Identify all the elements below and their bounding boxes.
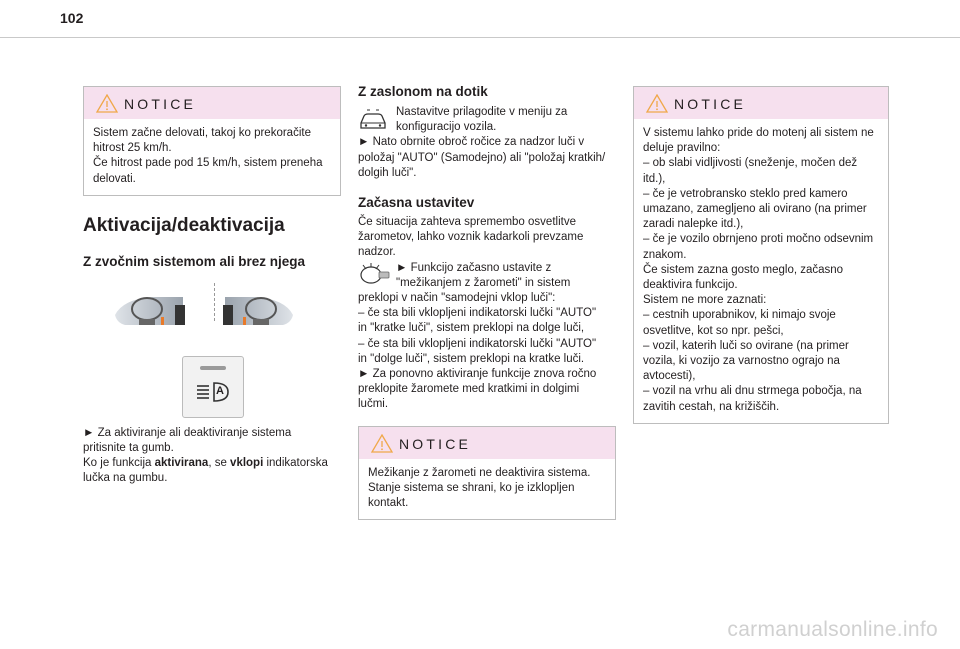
- text-run: indikatorska: [263, 457, 328, 470]
- divider-line: [214, 283, 216, 321]
- notice-header: [634, 87, 888, 119]
- notice-line: Če sistem zazna gosto meglo, začasno: [643, 263, 844, 276]
- headlamp-flash-icon: [358, 262, 390, 293]
- paragraph-line: lučka na gumbu.: [83, 472, 168, 485]
- column-left: [83, 86, 341, 487]
- notice-box-speed: [83, 86, 341, 196]
- notice-label: NOTICE: [674, 96, 747, 112]
- subsection-heading: Z zvočnim sistemom ali brez njega: [83, 253, 306, 269]
- notice-line: Mežikanje z žarometi ne deaktivira sistema.: [368, 466, 591, 479]
- paragraph-line: konfiguracijo vozila.: [396, 121, 497, 134]
- notice-line: kontakt.: [368, 497, 409, 510]
- notice-line: zavitih cestah, na križiščih.: [643, 400, 780, 413]
- paragraph-line: ► Za aktiviranje ali deaktiviranje sistema: [83, 426, 292, 439]
- notice-line: – ob slabi vidljivosti (sneženje, močen dež: [643, 157, 858, 170]
- notice-line: zaradi nalepke itd.),: [643, 218, 744, 231]
- column-middle: [358, 86, 616, 520]
- notice-line: znakom.: [643, 248, 687, 261]
- touchscreen-instruction: [358, 105, 616, 135]
- paragraph-line: Nastavitve prilagodite v meniju za: [396, 106, 568, 118]
- paragraph-line: – če sta bili vklopljeni indikatorski lučki "AUTO": [358, 337, 597, 350]
- paragraph-line: lučmi.: [358, 398, 389, 411]
- text-bold-run: vklopi: [230, 457, 264, 470]
- paragraph-line: dolgih luči".: [358, 166, 417, 179]
- notice-line: – cestnih uporabnikov, ki nimajo svoje: [643, 309, 836, 322]
- paragraph-line: nadzor.: [358, 246, 396, 259]
- paragraph-line: ► Nato obrnite obroč ročice za nadzor luči v: [358, 136, 585, 149]
- section-heading-touchscreen: Z zaslonom na dotik: [358, 84, 488, 99]
- warning-triangle-icon: [96, 94, 118, 118]
- car-settings-icon: [358, 108, 388, 137]
- notice-line: osvetlitve, kot so npr. pešci,: [643, 324, 784, 337]
- notice-label: NOTICE: [399, 435, 472, 452]
- notice-line: Sistem ne more zaznati:: [643, 294, 767, 307]
- notice-line: itd.),: [643, 172, 666, 185]
- text-run: Ko je funkcija: [83, 457, 155, 470]
- paragraph-line: "mežikanjem z žarometi" in sistem: [396, 276, 571, 289]
- illustration-group: [83, 283, 341, 423]
- notice-line: deluje pravilno:: [643, 142, 721, 155]
- paragraph-line: preklopite žaromete med kratkimi in dolgimi: [358, 383, 580, 396]
- notice-line: – če je vetrobransko steklo pred kamero: [643, 187, 848, 200]
- paragraph-line: [83, 456, 341, 471]
- notice-label: NOTICE: [124, 96, 197, 112]
- notice-line: – vozil, katerih luči so ovirane (na primer: [643, 339, 849, 352]
- auto-high-beam-icon: [195, 379, 231, 410]
- header-rule: [0, 37, 960, 38]
- section-heading: Aktivacija/deaktivacija: [83, 214, 285, 236]
- flash-instruction: [358, 261, 616, 291]
- notice-header: [84, 87, 340, 119]
- instruction-paragraph: [83, 426, 341, 487]
- notice-line: – če je vozilo obrnjeno proti močno odsevnim: [643, 233, 874, 246]
- notice-line: V sistemu lahko pride do motenj ali sistem ne: [643, 127, 874, 139]
- notice-line: avtocesti),: [643, 370, 696, 383]
- paragraph-line: in "kratke luči", sistem preklopi na dolge luči,: [358, 322, 585, 335]
- warning-triangle-icon: [371, 434, 393, 458]
- notice-line: Če hitrost pade pod 15 km/h, sistem preneha: [93, 157, 323, 170]
- auto-badge: A: [216, 384, 224, 397]
- warning-triangle-icon: [646, 94, 668, 118]
- notice-line: umazano, zamegljeno ali ovirano (na primer: [643, 203, 867, 216]
- notice-line: hitrost 25 km/h.: [93, 142, 172, 155]
- steering-wheel-left-illustration: [113, 289, 185, 336]
- column-right: [633, 86, 889, 424]
- auto-high-beam-button-illustration: [182, 356, 244, 418]
- steering-wheel-right-illustration: [223, 289, 295, 336]
- text-bold-run: aktivirana: [154, 457, 209, 470]
- paragraph-line: Če situacija zahteva spremembo osvetlitve: [358, 216, 576, 229]
- notice-line: – vozil na vrhu ali dnu strmega pobočja, na: [643, 385, 862, 398]
- paragraph-line: ► Funkcijo začasno ustavite z: [396, 261, 552, 274]
- paragraph-line: žarometov, lahko voznik kadarkoli prevzame: [358, 231, 584, 244]
- page-number: 102: [60, 10, 84, 26]
- text-run: , se: [208, 457, 231, 470]
- paragraph-line: in "dolge luči", sistem preklopi na kratke luči.: [358, 352, 585, 365]
- notice-line: vozila, ki vozijo za varnostno ograjo na: [643, 355, 840, 368]
- notice-line: delovati.: [93, 172, 136, 185]
- watermark: carmanualsonline.info: [727, 618, 938, 641]
- indicator-lamp-icon: [200, 366, 226, 370]
- notice-line: Sistem začne delovati, takoj ko prekoračite: [93, 127, 311, 139]
- paragraph-line: položaj "AUTO" (Samodejno) ali "položaj kratkih/: [358, 151, 606, 164]
- section-heading-suspension: Začasna ustavitev: [358, 195, 475, 211]
- paragraph-line: – če sta bili vklopljeni indikatorski lučki "AUTO": [358, 307, 597, 320]
- notice-box-limitations: [633, 86, 889, 424]
- paragraph-line: preklopi v način "samodejni vklop luči":: [358, 292, 556, 305]
- paragraph-line: ► Za ponovno aktiviranje funkcije znova ročno: [358, 368, 597, 381]
- notice-line: deaktivira funkcijo.: [643, 279, 738, 292]
- notice-line: Stanje sistema se shrani, ko je izklopljen: [368, 481, 575, 494]
- paragraph-line: pritisnite ta gumb.: [83, 442, 174, 455]
- notice-header: [359, 427, 615, 459]
- notice-box-flash: [358, 426, 616, 521]
